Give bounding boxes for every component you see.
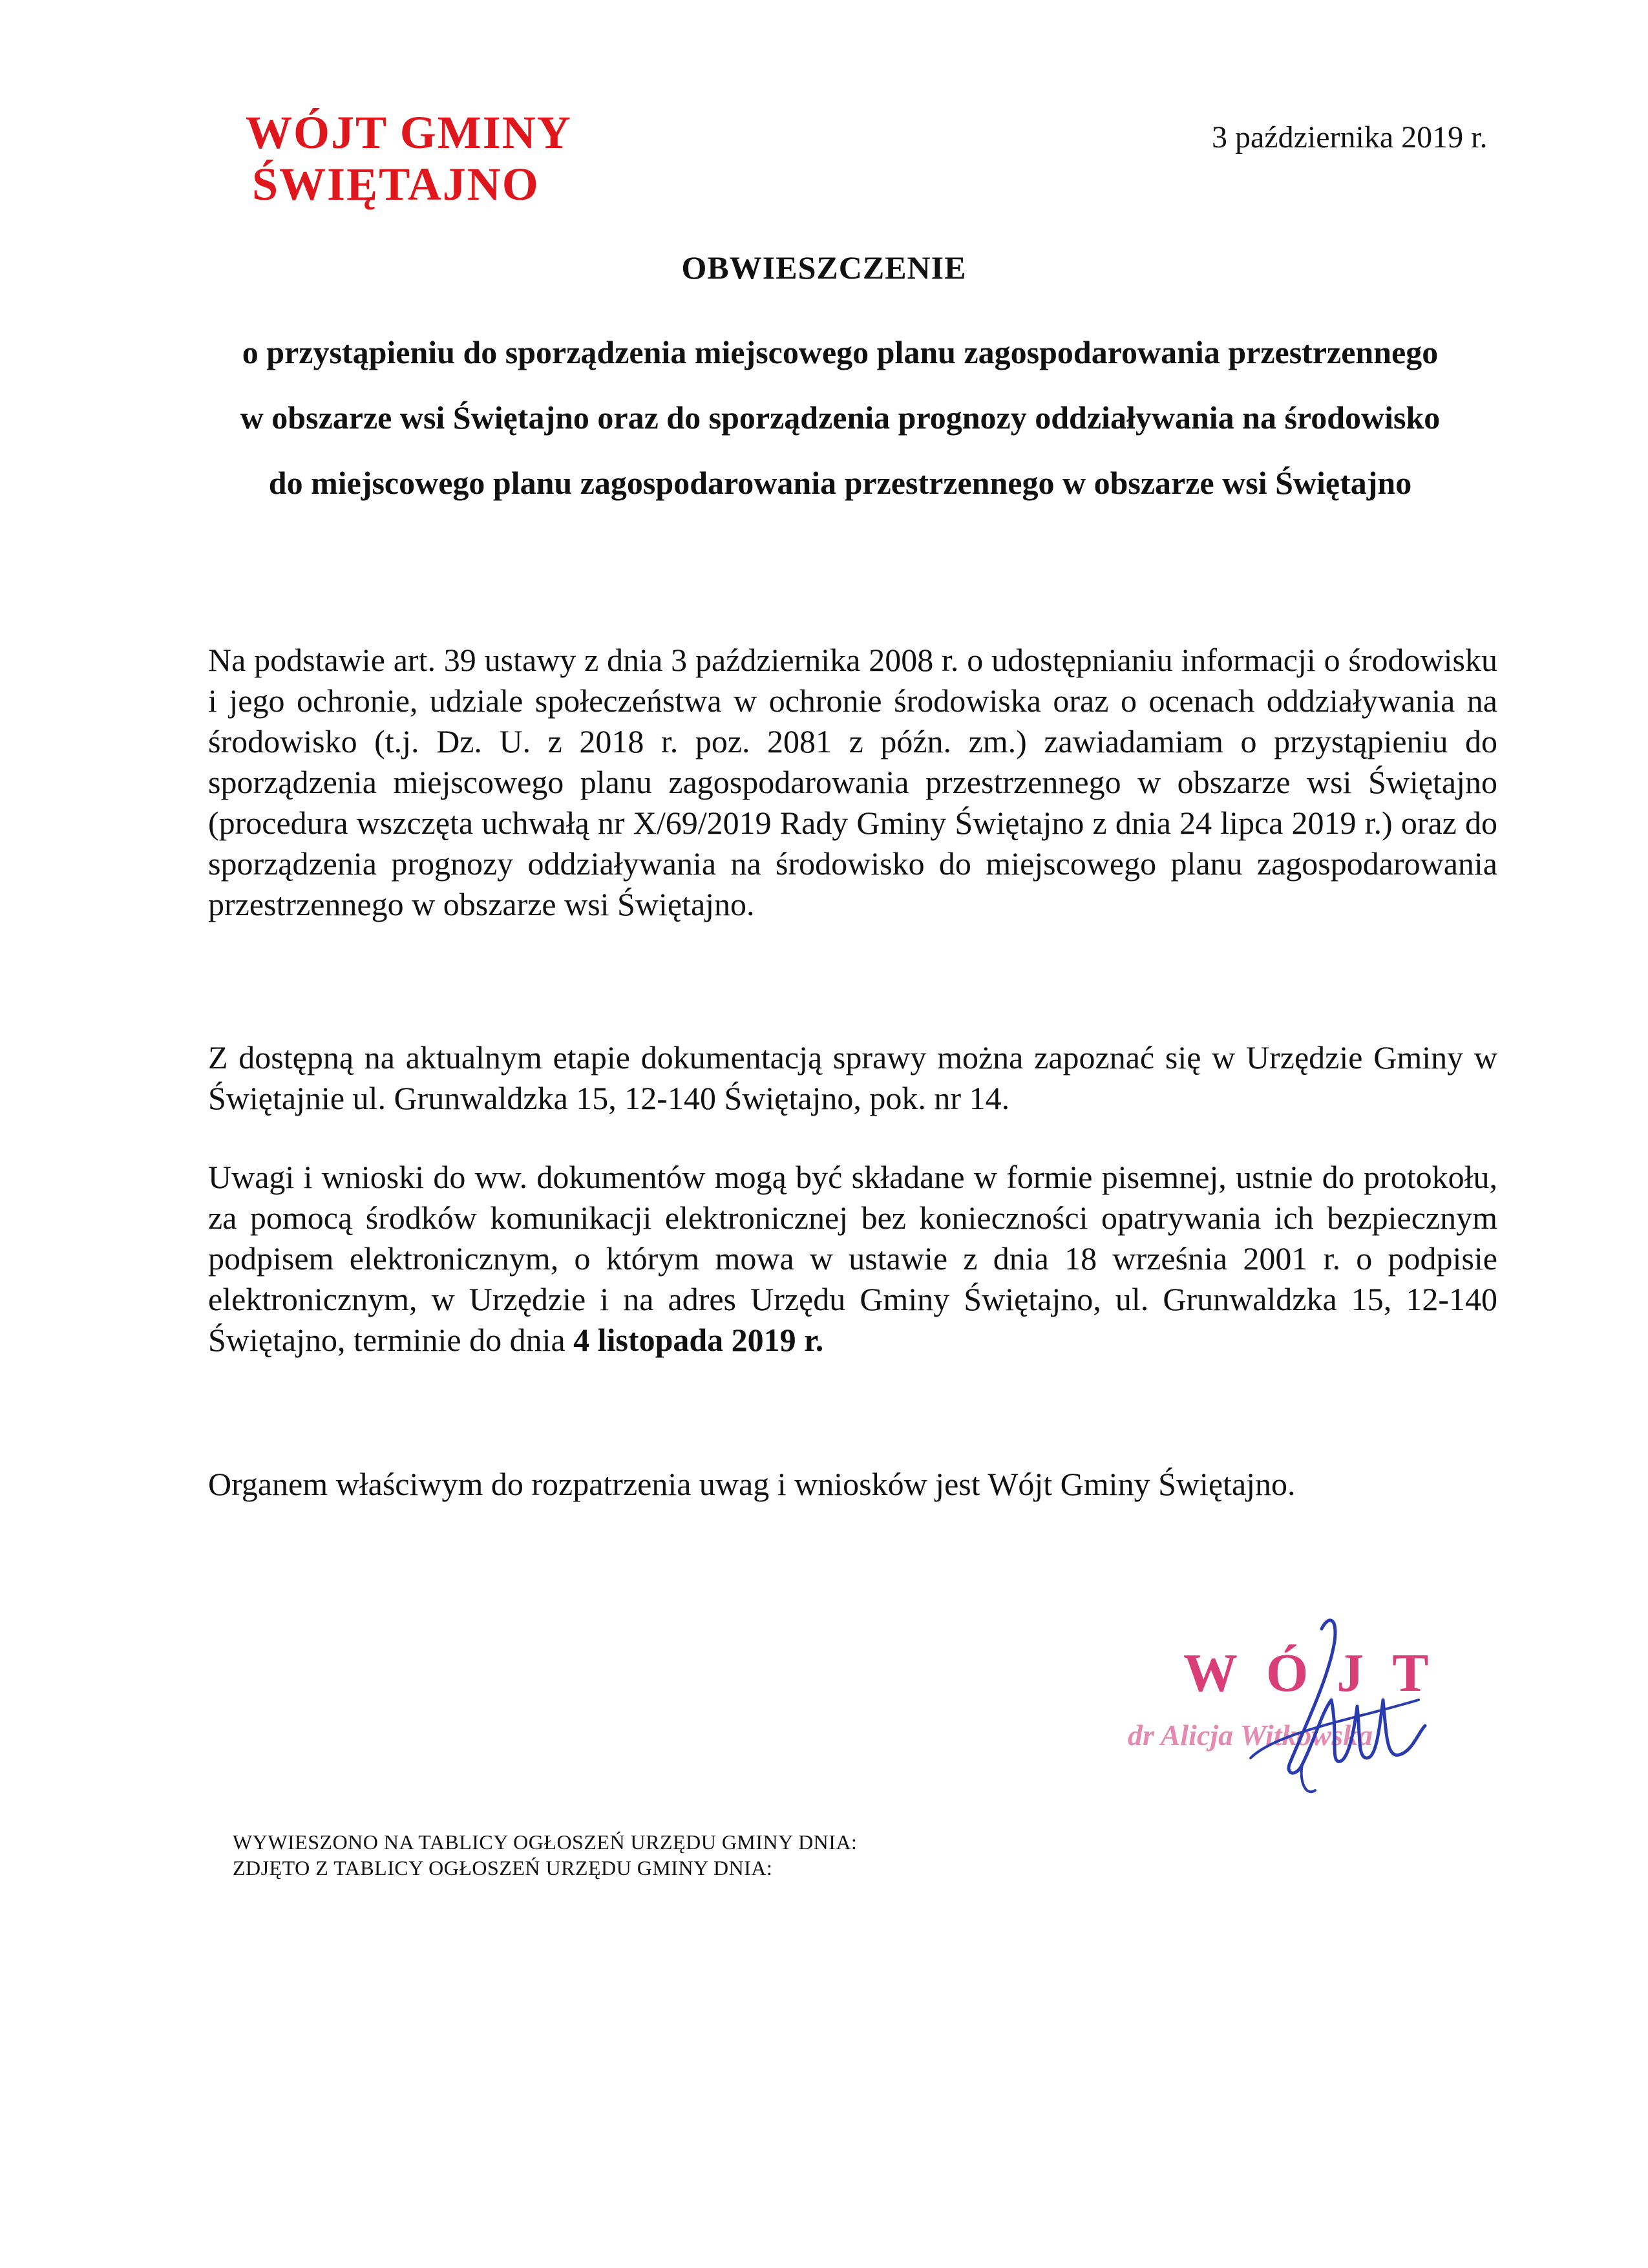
document-subject: o przystąpieniu do sporządzenia miejscowego planu zagospodarowania przestrzennego w obszarze wsi Świętajno oraz do sporządzenia prognozy oddziaływania na środowisko do miejscowego planu zagospodarowania przestrzennego w obszarze wsi Świętajno	[240, 334, 1441, 501]
paragraph-documentation: Z dostępną na aktualnym etapie dokumentacją sprawy można zapoznać się w Urzędzie Gminy w Świętajnie ul. Grunwaldzka 15, 12-140 Świętajno, pok. nr 14.	[208, 1039, 1497, 1116]
official-stamp	[1128, 1629, 1490, 1816]
paragraph-competent-authority: Organem właściwym do rozpatrzenia uwag i wniosków jest Wójt Gminy Świętajno.	[208, 1466, 1296, 1502]
document-date: 3 października 2019 r.	[1212, 120, 1488, 154]
removed-on-line: ZDJĘTO Z TABLICY OGŁOSZEŃ URZĘDU GMINY DNIA:	[233, 1856, 773, 1880]
stamp-name: dr Alicja Witkowska	[1128, 1719, 1373, 1752]
comments-text: Uwagi i wnioski do ww. dokumentów mogą być składane w formie pisemnej, ustnie do protokołu, za pomocą środków komunikacji elektronicznej bez konieczności opatrywania ich bezpiecznym podpisem elektronicznym, o którym mowa w ustawie z dnia 18 września 2001 r. o podpisie elektronicznym, w Urzędzie i na adres Urzędu Gminy Świętajno, ul. Grunwaldzka 15, 12-140 Świętajno, terminie do dnia	[208, 1159, 1497, 1358]
issuer-line-1: WÓJT GMINY	[246, 107, 572, 158]
stamp-title: WÓJT	[1183, 1643, 1457, 1703]
posted-on-line: WYWIESZONO NA TABLICY OGŁOSZEŃ URZĘDU GMINY DNIA:	[233, 1830, 858, 1854]
issuer-heading	[246, 107, 572, 210]
document-title: OBWIESZCZENIE	[681, 249, 967, 286]
comments-deadline: 4 listopada 2019 r.	[573, 1322, 824, 1358]
paragraph-comments	[208, 1157, 1497, 1361]
handwritten-signature	[1225, 1603, 1438, 1816]
issuer-line-2: ŚWIĘTAJNO	[252, 158, 540, 210]
paragraph-legal-basis: Na podstawie art. 39 ustawy z dnia 3 października 2008 r. o udostępnianiu informacji o środowisku i jego ochronie, udziale społeczeństwa w ochronie środowiska oraz o ocenach oddziaływania na środowisko (t.j. Dz. U. z 2018 r. poz. 2081 z późn. zm.) zawiadamiam o przystąpieniu do sporządzenia miejscowego planu zagospodarowania przestrzennego w obszarze wsi Świętajno (procedura wszczęta uchwałą nr X/69/2019 Rady Gminy Świętajno z dnia 24 lipca 2019 r.) oraz do sporządzenia prognozy oddziaływania na środowisko do miejscowego planu zagospodarowania przestrzennego w obszarze wsi Świętajno.	[208, 642, 1497, 922]
posting-notes	[233, 1829, 857, 1881]
